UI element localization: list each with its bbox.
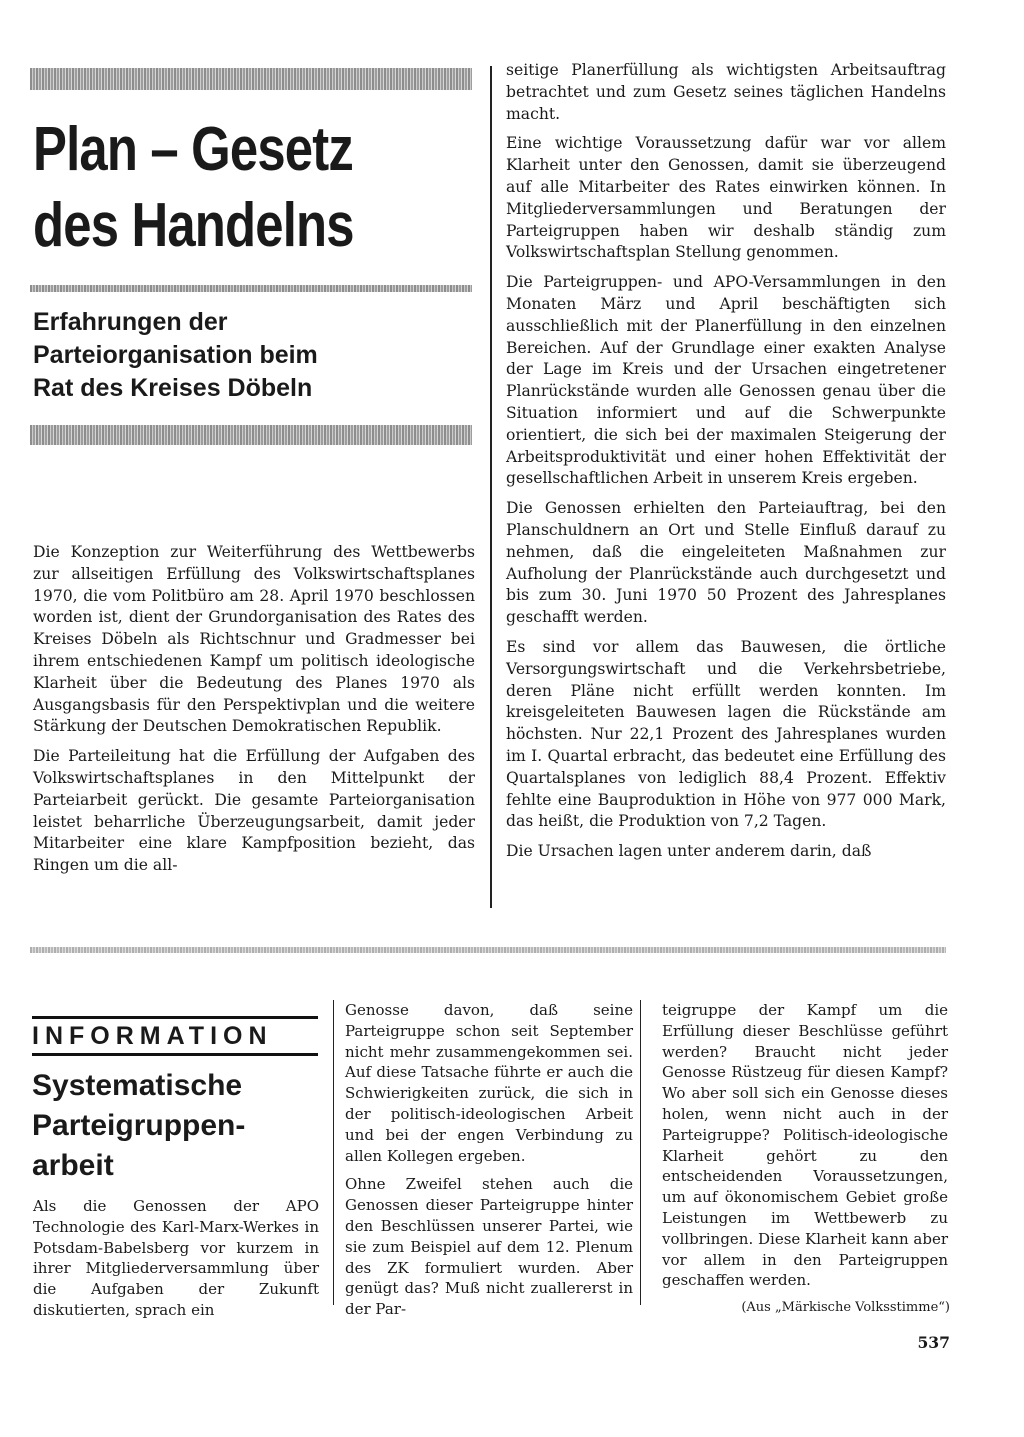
paragraph: Ohne Zweifel stehen auch die Genossen dieser Parteigruppe hinter den Beschlüssen unserer Partei, wie sie zum Beispiel auf dem 12. Plenum des ZK formuliert wurden. Aber genügt das? Muß nicht zuallererst in der Par- [345,1175,633,1319]
information-label: INFORMATION [32,1016,318,1056]
paragraph: Die Konzeption zur Weiterführung des Wettbewerbs zur allseitigen Erfüllung des Volkswirtschaftsplanes 1970, die vom Politbüro am 28. April 1970 beschlossen worden ist, dient der Grundorganisation des Rates des Kreises Döbeln als Richtschnur und Gradmesser bei ihrem entschiedenen Kampf um politisch ideologische Klarheit über die Bedeutung des Planes 1970 als Ausgangsbasis für den Perspektivplan und die weitere Stärkung der Deutschen Demokratischen Republik. [33,543,475,736]
article-subtitle-line2: Parteiorganisation beim [33,341,318,369]
information-column-1 [33,1196,319,1329]
information-title-line1: Systematische [32,1069,243,1102]
header-bar-bottom [30,425,472,445]
information-column-2 [345,1000,633,1328]
paragraph: Die Genossen erhielten den Parteiauftrag, bei den Planschuldnern an Ort und Stelle Einfluß darauf zu nehmen, daß die eingeleiteten Maßnahmen zur Aufholung der Planrückstände auch durchgesetzt und bis zum 30. Juni 1970 50 Prozent des Jahresplanes geschafft werden. [506,499,946,627]
header-bar-middle [30,285,472,292]
paragraph: Die Ursachen lagen unter anderem darin, daß [506,842,872,861]
paragraph: Die Parteileitung hat die Erfüllung der Aufgaben des Volkswirtschaftsplanes in den Mittelpunkt der Parteiarbeit gerückt. Die gesamte Parteiorganisation leistet beharrliche Überzeugungsarbeit, damit jeder Mitarbeiter eine klare Kampfposition bezieht, das Ringen um die all- [33,747,475,875]
page-number: 537 [917,1333,950,1352]
article-subtitle-line1: Erfahrungen der [33,308,228,336]
information-column-3 [662,1000,948,1299]
article-title-line2: des Handelns [33,191,354,260]
paragraph: Die Parteigruppen- und APO-Versammlungen in den Monaten März und April beschäftigten sich ausschließlich mit der Planerfüllung in den einzelnen Bereichen. Auf der Grundlage einer exakten Analyse der Lage im Kreis und der Ursachen eingetretener Planrückstände wurden alle Genossen genau über die Situation informiert und auf die Schwerpunkte orientiert, die sich bei der maximalen Steigerung der Arbeitsproduktivität und einer hohen Effektivität der gesellschaftlichen Arbeit in unserem Kreis ergeben. [506,273,946,488]
header-bar-top [30,68,472,90]
article-subtitle-line3: Rat des Kreises Döbeln [33,374,313,402]
article-title-line1: Plan – Gesetz [33,115,353,184]
info-column-divider-2 [640,1000,641,1305]
paragraph: Es sind vor allem das Bauwesen, die örtliche Versorgungswirtschaft und die Verkehrsbetriebe, deren Pläne nicht erfüllt werden konnten. Im kreisgeleiteten Bauwesen lagen die Rückstände am höchsten. Nur 22,1 Prozent des Jahresplanes wurden im I. Quartal erbracht, das bedeutet eine Erfüllung des Quartalsplanes von lediglich 88,4 Prozent. Effektiv fehlte eine Bauproduktion in Höhe von 977 000 Mark, das heißt, die Produktion von 7,2 Tagen. [506,637,946,831]
article-subtitle [33,306,473,405]
paragraph: Als die Genossen der APO Technologie des Karl-Marx-Werkes in Potsdam-Babelsberg vor kurzem in ihrer Mitgliederversammlung über die Aufgaben der Zukunft diskutierten, sprach ein [33,1197,319,1319]
column-divider [490,66,492,908]
source-citation: (Aus „Märkische Volksstimme“) [741,1300,950,1315]
info-column-divider-1 [333,1000,334,1305]
information-title [32,1066,322,1186]
information-title-line2: Parteigruppen- [32,1109,246,1142]
paragraph: Eine wichtige Voraussetzung dafür war vor allem Klarheit unter den Genossen, damit sie überzeugend auf alle Mitarbeiter des Rates einwirken können. In Mitgliederversammlungen und Beratungen der Parteigruppen haben wir deshalb ständig zum Volkswirtschaftsplan Stellung genommen. [506,134,946,262]
article-right-column [506,60,946,871]
paragraph: teigruppe der Kampf um die Erfüllung dieser Beschlüsse geführt werden? Braucht nicht jeder Genosse Rüstzeug für diesen Kampf? Wo aber soll sich ein Genosse dieses holen, wenn nicht auch in der Parteigruppe? Politisch-ideologische Klarheit gehört zu den entscheidenden Voraussetzungen, um auf ökonomischem Gebiet große Leistungen im Wettbewerb zu vollbringen. Diese Klarheit kann aber vor allem in den Parteigruppen geschaffen werden. [662,1001,949,1290]
paragraph: Genosse davon, daß seine Parteigruppe schon seit September nicht mehr zusammengekommen sei. Auf diese Tatsache führte er auch die Schwierigkeiten zurück, die sich in der politisch-ideologischen Arbeit und bei der engen Verbindung zu allen Kollegen ergeben. [345,1001,633,1165]
article-title [33,112,394,264]
paragraph: seitige Planerfüllung als wichtigsten Arbeitsauftrag betrachtet und zum Gesetz seines täglichen Handelns macht. [506,61,946,123]
article-left-column [33,542,475,885]
section-divider [30,947,946,953]
information-title-line3: arbeit [32,1149,114,1182]
